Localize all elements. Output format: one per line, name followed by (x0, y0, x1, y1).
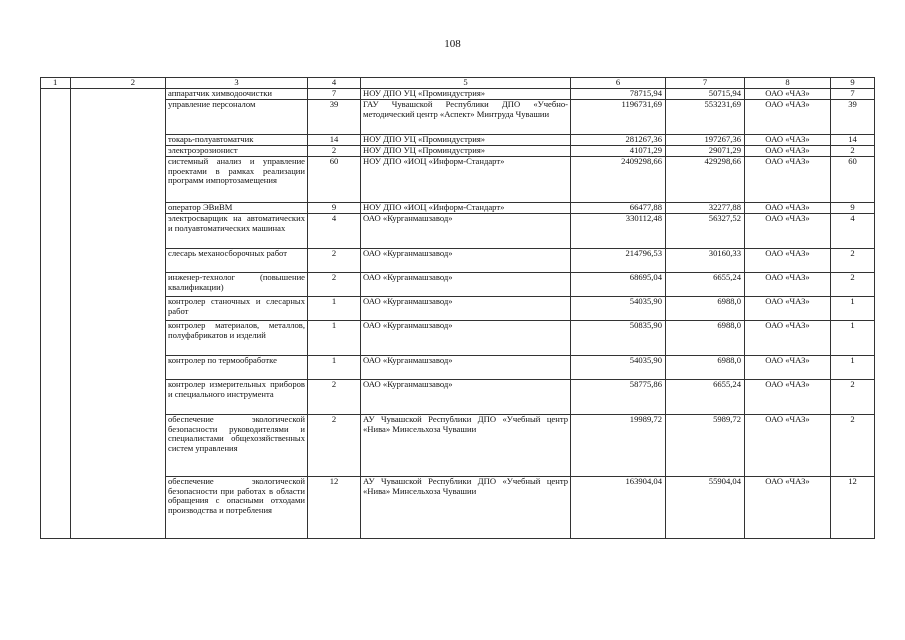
cell-2 (71, 145, 166, 156)
column-header-6: 6 (571, 78, 666, 89)
employer-cell: ОАО «ЧАЗ» (745, 89, 831, 100)
count-cell: 2 (308, 272, 361, 296)
profession-cell: аппаратчик химводоочистки (166, 89, 308, 100)
cell-2 (71, 320, 166, 355)
count-cell-2: 14 (831, 134, 875, 145)
provider-cell: НОУ ДПО УЦ «Проминдустрия» (361, 134, 571, 145)
table-row (41, 134, 875, 145)
table-row (41, 355, 875, 379)
total-cost-cell: 2409298,66 (571, 156, 666, 202)
table-row (41, 145, 875, 156)
total-cost-cell: 330112,48 (571, 213, 666, 248)
provider-cell: ОАО «Курганмашзавод» (361, 272, 571, 296)
count-cell-2: 9 (831, 202, 875, 213)
count-cell: 2 (308, 414, 361, 476)
profession-cell: обеспечение экологической безопасности при работах в области обращения с опасными отходами производства и потребления (166, 476, 308, 538)
employer-cell: ОАО «ЧАЗ» (745, 134, 831, 145)
table-row (41, 156, 875, 202)
provider-cell: ГАУ Чувашской Республики ДПО «Учебно-методический центр «Аспект» Минтруда Чувашии (361, 99, 571, 134)
count-cell-2: 2 (831, 272, 875, 296)
count-cell: 4 (308, 213, 361, 248)
employer-cell: ОАО «ЧАЗ» (745, 296, 831, 320)
total-cost-cell: 163904,04 (571, 476, 666, 538)
employer-cell: ОАО «ЧАЗ» (745, 320, 831, 355)
employer-cell: ОАО «ЧАЗ» (745, 156, 831, 202)
profession-cell: оператор ЭВиВМ (166, 202, 308, 213)
table-row (41, 89, 875, 100)
provider-cell: ОАО «Курганмашзавод» (361, 213, 571, 248)
column-header-4: 4 (308, 78, 361, 89)
provider-cell: НОУ ДПО УЦ «Проминдустрия» (361, 89, 571, 100)
column-header-1: 1 (41, 78, 71, 89)
cost-cell: 50715,94 (666, 89, 745, 100)
total-cost-cell: 78715,94 (571, 89, 666, 100)
employer-cell: ОАО «ЧАЗ» (745, 476, 831, 538)
cell-1 (41, 156, 71, 202)
cost-cell: 197267,36 (666, 134, 745, 145)
total-cost-cell: 54035,90 (571, 355, 666, 379)
cell-1 (41, 99, 71, 134)
cost-cell: 429298,66 (666, 156, 745, 202)
count-cell: 2 (308, 145, 361, 156)
count-cell: 1 (308, 296, 361, 320)
profession-cell: обеспечение экологической безопасности руководителями и специалистами общехозяйственных систем управления (166, 414, 308, 476)
cell-1 (41, 248, 71, 272)
total-cost-cell: 50835,90 (571, 320, 666, 355)
cell-1 (41, 213, 71, 248)
profession-cell: токарь-полуавтоматчик (166, 134, 308, 145)
count-cell-2: 2 (831, 414, 875, 476)
count-cell-2: 2 (831, 145, 875, 156)
cell-1 (41, 145, 71, 156)
count-cell-2: 2 (831, 248, 875, 272)
column-header-8: 8 (745, 78, 831, 89)
cost-cell: 6988,0 (666, 355, 745, 379)
count-cell: 14 (308, 134, 361, 145)
cell-2 (71, 296, 166, 320)
cell-2 (71, 355, 166, 379)
provider-cell: НОУ ДПО «ИОЦ «Информ-Стандарт» (361, 202, 571, 213)
count-cell: 39 (308, 99, 361, 134)
count-cell: 60 (308, 156, 361, 202)
table-row (41, 414, 875, 476)
provider-cell: НОУ ДПО «ИОЦ «Информ-Стандарт» (361, 156, 571, 202)
cost-cell: 6988,0 (666, 320, 745, 355)
table-row (41, 99, 875, 134)
table-row (41, 476, 875, 538)
cell-2 (71, 99, 166, 134)
cell-1 (41, 202, 71, 213)
provider-cell: ОАО «Курганмашзавод» (361, 355, 571, 379)
profession-cell: контролер измерительных приборов и специального инструмента (166, 379, 308, 414)
table-row (41, 320, 875, 355)
column-header-2: 2 (71, 78, 166, 89)
cell-2 (71, 89, 166, 100)
cell-2 (71, 414, 166, 476)
total-cost-cell: 58775,86 (571, 379, 666, 414)
cost-cell: 30160,33 (666, 248, 745, 272)
count-cell-2: 7 (831, 89, 875, 100)
total-cost-cell: 54035,90 (571, 296, 666, 320)
profession-cell: контролер по термообработке (166, 355, 308, 379)
cell-1 (41, 272, 71, 296)
cell-1 (41, 379, 71, 414)
count-cell-2: 39 (831, 99, 875, 134)
provider-cell: ОАО «Курганмашзавод» (361, 248, 571, 272)
total-cost-cell: 66477,88 (571, 202, 666, 213)
employer-cell: ОАО «ЧАЗ» (745, 248, 831, 272)
cost-cell: 29071,29 (666, 145, 745, 156)
cost-cell: 32277,88 (666, 202, 745, 213)
provider-cell: АУ Чувашской Республики ДПО «Учебный центр «Нива» Минсельхоза Чувашии (361, 476, 571, 538)
cell-2 (71, 379, 166, 414)
profession-cell: слесарь механосборочных работ (166, 248, 308, 272)
count-cell: 7 (308, 89, 361, 100)
table-row (41, 296, 875, 320)
count-cell: 9 (308, 202, 361, 213)
total-cost-cell: 214796,53 (571, 248, 666, 272)
count-cell: 2 (308, 248, 361, 272)
employer-cell: ОАО «ЧАЗ» (745, 99, 831, 134)
table-row (41, 248, 875, 272)
cell-2 (71, 476, 166, 538)
profession-cell: управление персоналом (166, 99, 308, 134)
table-row (41, 379, 875, 414)
cell-1 (41, 476, 71, 538)
profession-cell: электроэрозионист (166, 145, 308, 156)
employer-cell: ОАО «ЧАЗ» (745, 145, 831, 156)
total-cost-cell: 68695,04 (571, 272, 666, 296)
count-cell: 1 (308, 320, 361, 355)
profession-cell: системный анализ и управление проектами в рамках реализации программ импортозамещения (166, 156, 308, 202)
column-header-5: 5 (361, 78, 571, 89)
count-cell-2: 1 (831, 320, 875, 355)
employer-cell: ОАО «ЧАЗ» (745, 414, 831, 476)
employer-cell: ОАО «ЧАЗ» (745, 355, 831, 379)
cell-2 (71, 202, 166, 213)
employer-cell: ОАО «ЧАЗ» (745, 272, 831, 296)
training-table (40, 77, 875, 539)
table-row (41, 202, 875, 213)
count-cell: 2 (308, 379, 361, 414)
total-cost-cell: 1196731,69 (571, 99, 666, 134)
provider-cell: НОУ ДПО УЦ «Проминдустрия» (361, 145, 571, 156)
cell-2 (71, 156, 166, 202)
cost-cell: 553231,69 (666, 99, 745, 134)
count-cell: 12 (308, 476, 361, 538)
profession-cell: инженер-технолог (повышение квалификации) (166, 272, 308, 296)
employer-cell: ОАО «ЧАЗ» (745, 202, 831, 213)
table-row (41, 213, 875, 248)
column-header-9: 9 (831, 78, 875, 89)
employer-cell: ОАО «ЧАЗ» (745, 379, 831, 414)
count-cell-2: 1 (831, 355, 875, 379)
cell-2 (71, 213, 166, 248)
provider-cell: ОАО «Курганмашзавод» (361, 379, 571, 414)
cell-1 (41, 355, 71, 379)
cell-2 (71, 134, 166, 145)
total-cost-cell: 41071,29 (571, 145, 666, 156)
cell-1 (41, 134, 71, 145)
total-cost-cell: 281267,36 (571, 134, 666, 145)
header-row (41, 78, 875, 89)
count-cell: 1 (308, 355, 361, 379)
count-cell-2: 2 (831, 379, 875, 414)
cost-cell: 5989,72 (666, 414, 745, 476)
cell-2 (71, 248, 166, 272)
provider-cell: ОАО «Курганмашзавод» (361, 296, 571, 320)
provider-cell: ОАО «Курганмашзавод» (361, 320, 571, 355)
table-row (41, 272, 875, 296)
table-body (41, 89, 875, 539)
cell-1 (41, 414, 71, 476)
cost-cell: 6988,0 (666, 296, 745, 320)
cost-cell: 56327,52 (666, 213, 745, 248)
profession-cell: контролер материалов, металлов, полуфабрикатов и изделий (166, 320, 308, 355)
count-cell-2: 1 (831, 296, 875, 320)
cost-cell: 55904,04 (666, 476, 745, 538)
profession-cell: электросварщик на автоматических и полуавтоматических машинах (166, 213, 308, 248)
cell-1 (41, 320, 71, 355)
count-cell-2: 60 (831, 156, 875, 202)
count-cell-2: 4 (831, 213, 875, 248)
column-header-3: 3 (166, 78, 308, 89)
cell-1 (41, 89, 71, 100)
count-cell-2: 12 (831, 476, 875, 538)
total-cost-cell: 19989,72 (571, 414, 666, 476)
page-number: 108 (444, 38, 461, 50)
cost-cell: 6655,24 (666, 379, 745, 414)
cell-2 (71, 272, 166, 296)
column-header-7: 7 (666, 78, 745, 89)
cell-1 (41, 296, 71, 320)
employer-cell: ОАО «ЧАЗ» (745, 213, 831, 248)
profession-cell: контролер станочных и слесарных работ (166, 296, 308, 320)
cost-cell: 6655,24 (666, 272, 745, 296)
provider-cell: АУ Чувашской Республики ДПО «Учебный центр «Нива» Минсельхоза Чувашии (361, 414, 571, 476)
